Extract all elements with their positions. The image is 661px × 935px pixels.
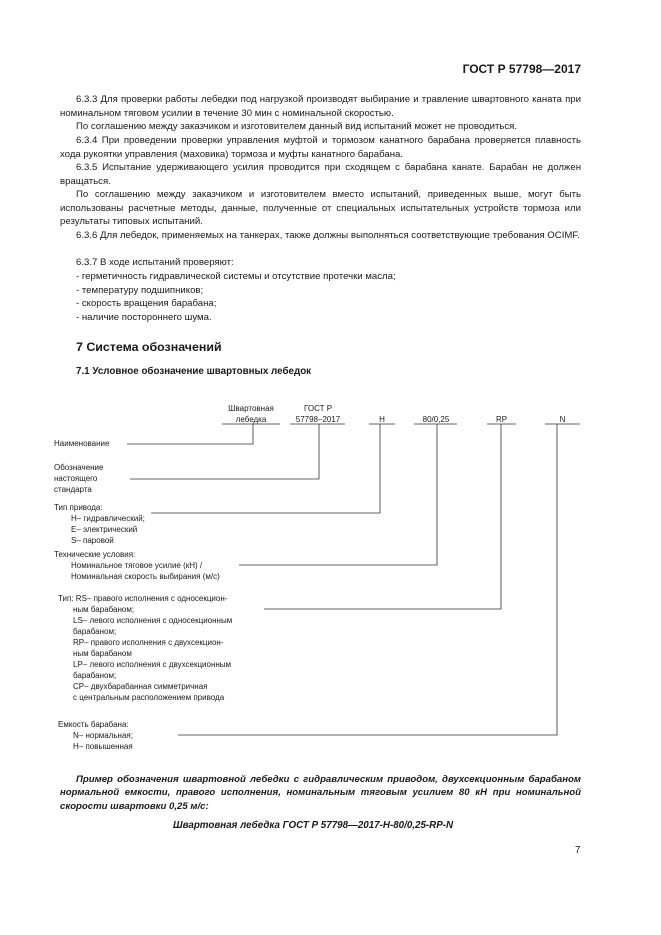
leader-drive: [151, 424, 380, 513]
label-capacity: Емкость барабана: N– нормальная; H– повышенная: [58, 720, 133, 751]
code-capacity: N: [559, 415, 566, 424]
paragraph-6-3-5: 6.3.5 Испытание удерживающего усилия проводится при сходящем с барабана канате. Барабан не должен вращаться.: [60, 162, 581, 187]
list-item: - температуру подшипников;: [76, 284, 204, 296]
designation-example: Пример обозначения швартовной лебедки с гидравлическим приводом, двухсекционным барабаном нормальной емкости, правого исполнения, номинальным тяговым усилием 80 кН при номинальной скорости швартовки 0,25 м/с:: [60, 774, 581, 812]
caption-standard: ГОСТ Р 57798–2017: [295, 404, 341, 424]
caption-name: Швартовная лебедка: [228, 404, 274, 424]
label-standard: Обозначение настоящего стандарта: [54, 463, 104, 494]
code-force: 80/0,25: [422, 415, 450, 424]
paragraph-6-3-6: 6.3.6 Для лебедок, применяемых на танкерах, также должны выполняться соответствующие требования OCIMF.: [76, 230, 580, 241]
paragraph-agreement-2: По соглашению между заказчиком и изготовителем вместо испытаний, приведенных выше, могут быть использованы расчетные методы, данные, полученные от специальных испытательных устройств тормоза или результаты типовых испытаний.: [60, 189, 581, 228]
leader-std: [130, 424, 319, 479]
paragraph-6-3-7: 6.3.7 В ходе испытаний проверяют:: [76, 257, 234, 268]
leader-force: [239, 424, 437, 565]
document-code-header: ГОСТ Р 57798—2017: [462, 62, 581, 76]
label-name: Наименование: [54, 439, 110, 448]
leader-capacity: [178, 424, 557, 735]
designation-formula: Швартовная лебедка ГОСТ Р 57798—2017-H-80/0,25-RP-N: [173, 820, 454, 831]
paragraph-6-3-4: 6.3.4 При проведении проверки управления муфтой и тормозом канатного барабана проверяется плавность хода рукоятки управления (маховика) тормоза и муфты канатного барабана.: [60, 135, 581, 160]
label-type: Тип: RS– правого исполнения с односекцион- ным барабаном; LS– левого исполнения с односекционным барабаном; RP– правого исполнения с двухсекцион- ным барабаном LP– левого исполнения с двухсекционным барабаном; CP– двухбарабанная симметричная с центральным расположением привода: [58, 594, 233, 702]
label-drive: Тип привода: H– гидравлический; E– электрический S– паровой: [54, 503, 145, 545]
subsection-title: 7.1 Условное обозначение швартовных лебедок: [76, 366, 312, 377]
list-item: - герметичность гидравлической системы и отсутствие протечки масла;: [76, 271, 396, 282]
label-specs: Технические условия: Номинальное тяговое усилие (кН) / Номинальная скорость выбирания (м/с): [54, 550, 220, 581]
list-item: - скорость вращения барабана;: [76, 298, 217, 310]
paragraph-6-3-3: 6.3.3 Для проверки работы лебедки под нагрузкой производят выбирание и травление швартовного каната при номинальном тяговом усилии в течение 30 мин с номинальной скоростью.: [60, 94, 581, 119]
section-title: 7 Система обозначений: [76, 340, 222, 354]
code-type: RP: [495, 415, 508, 424]
paragraph-agreement-1: По соглашению между заказчиком и изготовителем данный вид испытаний может не проводиться.: [76, 121, 518, 132]
list-item: - наличие постороннего шума.: [76, 311, 212, 323]
leader-type: [264, 424, 501, 609]
code-drive: H: [379, 415, 385, 424]
leader-name: [127, 424, 253, 444]
page-number: 7: [575, 845, 581, 856]
